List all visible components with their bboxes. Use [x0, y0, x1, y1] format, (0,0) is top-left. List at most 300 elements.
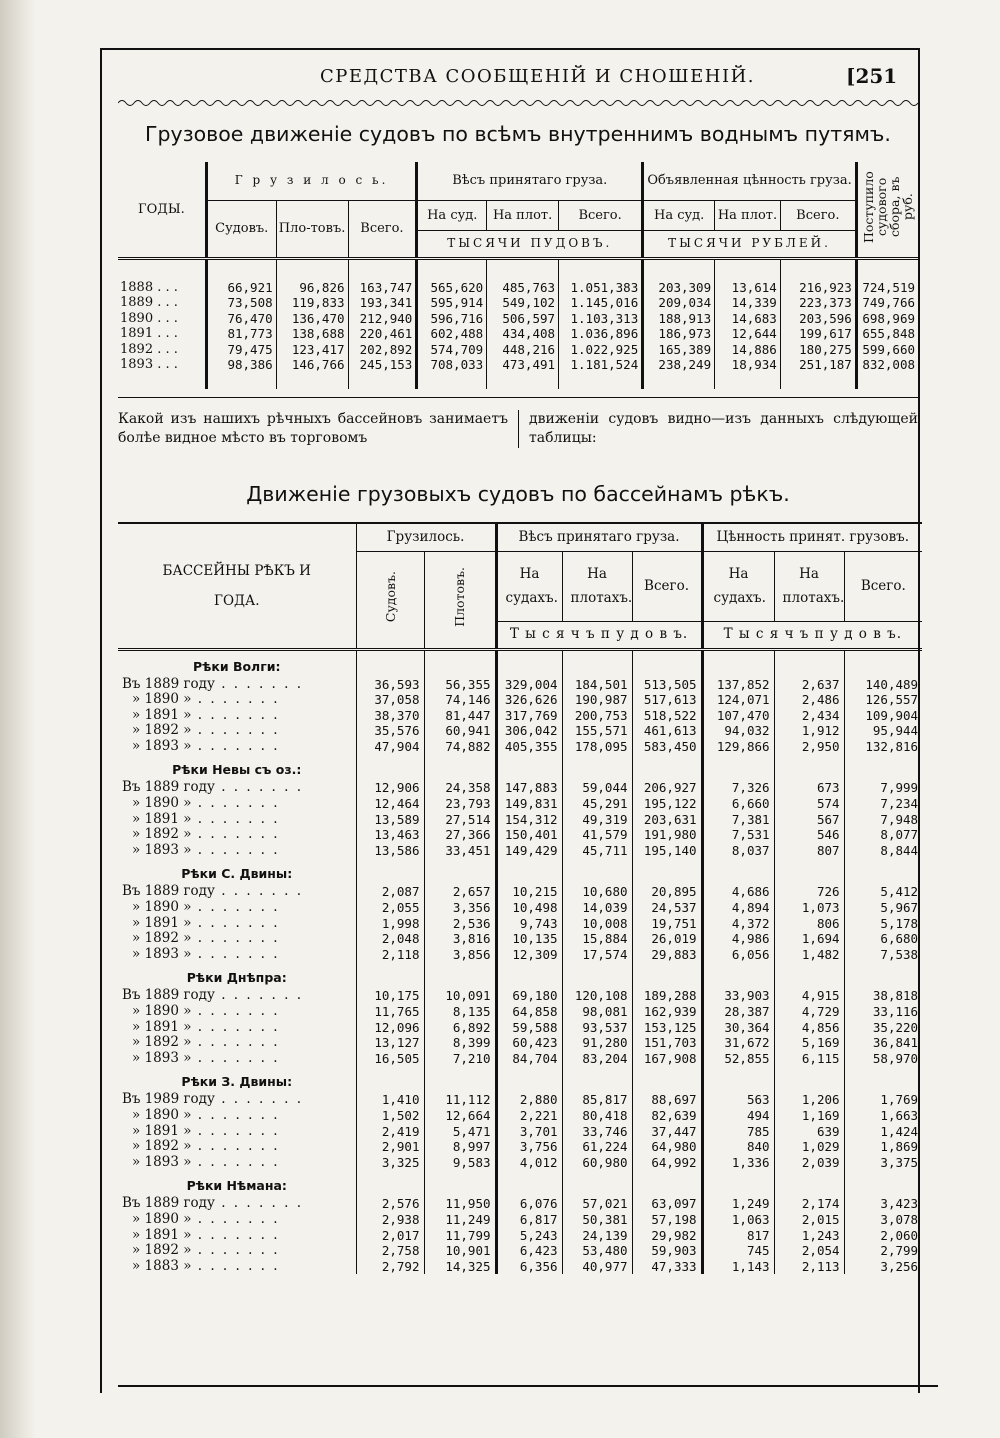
value-cell: 206,927	[632, 780, 702, 796]
table-row	[118, 1155, 922, 1171]
value-cell: 1,206	[774, 1092, 844, 1108]
leader-dots: . . . . . . .	[191, 930, 280, 947]
value-cell: 14,339	[715, 295, 781, 311]
value-cell: 7,234	[844, 796, 922, 812]
year-label: » 1891 »	[132, 1018, 192, 1035]
year-label-cell	[118, 708, 356, 724]
page-binding-shadow	[0, 0, 36, 1438]
value-cell: 1,169	[774, 1108, 844, 1124]
value-cell: 24,358	[424, 780, 496, 796]
empty-cell	[562, 754, 632, 780]
t2-value-total-header: Всего.	[844, 551, 922, 621]
year-label-cell	[118, 692, 356, 708]
table2-title: Движеніе грузовыхъ судовъ по бассейнамъ рѣкъ.	[246, 482, 790, 506]
empty-cell	[844, 1170, 922, 1196]
value-cell: 11,799	[424, 1228, 496, 1244]
value-cell: 1,243	[774, 1228, 844, 1244]
empty-cell	[702, 649, 774, 677]
value-cell: 602,488	[417, 326, 487, 342]
value-cell: 191,980	[632, 827, 702, 843]
value-cell: 45,291	[562, 796, 632, 812]
table-row	[118, 916, 922, 932]
value-cell: 806	[774, 916, 844, 932]
value-cell: 518,522	[632, 708, 702, 724]
value-cell: 15,884	[562, 931, 632, 947]
value-cell: 238,249	[643, 357, 715, 389]
year-label: » 1892 »	[132, 1242, 192, 1259]
table-row	[118, 843, 922, 859]
value-cell: 7,531	[702, 827, 774, 843]
value-cell: 2,434	[774, 708, 844, 724]
leader-dots: . . . . . . .	[191, 841, 280, 858]
table1-title: Грузовое движеніе судовъ по всѣмъ внутреннимъ воднымъ путямъ.	[145, 122, 891, 146]
year-label: » 1890 »	[132, 691, 192, 708]
value-unit-header: ТЫСЯЧИ РУБЛЕЙ.	[643, 230, 857, 258]
value-cell: 473,491	[487, 357, 559, 389]
value-cell: 506,597	[487, 311, 559, 327]
value-cell: 178,095	[562, 739, 632, 755]
value-cell: 58,970	[844, 1051, 922, 1067]
value-cell: 14,886	[715, 342, 781, 358]
value-cell: 1,769	[844, 1092, 922, 1108]
value-cell: 123,417	[276, 342, 348, 358]
year-label-cell	[118, 677, 356, 693]
year-label: » 1892 »	[132, 1034, 192, 1051]
empty-cell	[496, 858, 562, 884]
value-cell: 81,447	[424, 708, 496, 724]
empty-cell	[496, 962, 562, 988]
table-row	[118, 1004, 922, 1020]
table-row	[118, 258, 918, 295]
year-label-cell	[118, 843, 356, 859]
value-cell: 126,557	[844, 692, 922, 708]
value-cell: 6,115	[774, 1051, 844, 1067]
year-label-cell	[118, 1243, 356, 1259]
value-cell: 155,571	[562, 723, 632, 739]
value-cell: 3,078	[844, 1212, 922, 1228]
year-label-cell	[118, 723, 356, 739]
value-cell: 840	[702, 1139, 774, 1155]
value-cell: 81,773	[206, 326, 276, 342]
value-cell: 5,178	[844, 916, 922, 932]
value-cell: 3,325	[356, 1155, 424, 1171]
value-cell: 2,017	[356, 1228, 424, 1244]
value-cell: 138,688	[276, 326, 348, 342]
table-row	[118, 326, 918, 342]
year-label: » 1893 »	[132, 1049, 192, 1066]
value-cell: 33,903	[702, 988, 774, 1004]
value-cell: 10,215	[496, 884, 562, 900]
leader-dots: . . . . . . .	[191, 810, 280, 827]
leader-dots: . . . . . . .	[191, 1122, 280, 1139]
value-cell: 1,424	[844, 1124, 922, 1140]
value-cell: 203,596	[780, 311, 856, 327]
value-cell: 180,275	[780, 342, 856, 358]
empty-cell	[632, 1170, 702, 1196]
value-cell: 216,923	[780, 258, 856, 295]
leader-dots: . . . . . . .	[191, 1210, 280, 1227]
leader-dots: . . . . . . .	[214, 883, 303, 900]
leader-dots: . . . . . . .	[191, 899, 280, 916]
value-cell: 30,364	[702, 1020, 774, 1036]
year-label-cell	[118, 1108, 356, 1124]
table-row	[118, 311, 918, 327]
year-label-cell	[118, 1139, 356, 1155]
value-cell: 2,015	[774, 1212, 844, 1228]
empty-cell	[844, 858, 922, 884]
basin-group-row	[118, 1170, 922, 1196]
t2-loaded-rafts-header	[424, 551, 496, 649]
loaded-rafts-header: Пло-товъ.	[276, 200, 348, 258]
year-label: » 1891 »	[132, 810, 192, 827]
value-cell: 7,999	[844, 780, 922, 796]
value-cell: 124,071	[702, 692, 774, 708]
value-cell: 60,941	[424, 723, 496, 739]
value-cell: 36,841	[844, 1035, 922, 1051]
value-cell: 23,793	[424, 796, 496, 812]
leader-dots: . . . . . . .	[191, 1106, 280, 1123]
leader-dots: . . . . . . .	[191, 795, 280, 812]
year-label-cell	[118, 796, 356, 812]
value-cell: 147,883	[496, 780, 562, 796]
value-cell: 136,470	[276, 311, 348, 327]
value-cell: 1.181,524	[559, 357, 643, 389]
value-cell: 11,765	[356, 1004, 424, 1020]
t2-loaded-rafts-label: Плотовъ.	[452, 567, 467, 627]
value-cell: 2,576	[356, 1196, 424, 1212]
top-rule	[100, 48, 920, 50]
value-cell: 13,586	[356, 843, 424, 859]
basin-group-row	[118, 1066, 922, 1092]
empty-cell	[424, 962, 496, 988]
empty-cell	[774, 962, 844, 988]
value-cell: 3,816	[424, 931, 496, 947]
empty-cell	[496, 1170, 562, 1196]
value-cell: 150,401	[496, 827, 562, 843]
value-cell: 1.022,925	[559, 342, 643, 358]
year-label: Въ 1889 году	[122, 987, 215, 1004]
value-cell: 434,408	[487, 326, 559, 342]
empty-cell	[774, 1170, 844, 1196]
year-label: » 1892 »	[132, 1138, 192, 1155]
value-cell: 639	[774, 1124, 844, 1140]
table-row	[118, 796, 922, 812]
basin-name: Рѣки С. Двины:	[181, 866, 293, 882]
table-row	[118, 1035, 922, 1051]
value-cell: 10,008	[562, 916, 632, 932]
value-cell: 832,008	[856, 357, 918, 389]
value-cell: 29,883	[632, 947, 702, 963]
value-cell: 98,081	[562, 1004, 632, 1020]
table-row	[118, 1196, 922, 1212]
value-cell: 2,637	[774, 677, 844, 693]
intro-text-left: Какой изъ нашихъ рѣчныхъ бассейновъ занимаетъ болѣе видное мѣсто въ торговомъ	[118, 411, 508, 446]
basin-name: Рѣки Волги:	[192, 658, 281, 674]
value-cell: 64,992	[632, 1155, 702, 1171]
value-cell: 698,969	[856, 311, 918, 327]
value-cell: 6,892	[424, 1020, 496, 1036]
value-cell: 7,381	[702, 812, 774, 828]
value-cell: 4,856	[774, 1020, 844, 1036]
value-cell: 8,037	[702, 843, 774, 859]
t2-value-rafts-header: На плотахъ.	[774, 551, 844, 621]
value-cell: 96,826	[276, 258, 348, 295]
value-cell: 2,118	[356, 947, 424, 963]
value-cell: 12,309	[496, 947, 562, 963]
value-cell: 26,019	[632, 931, 702, 947]
year-label-cell	[118, 1155, 356, 1171]
value-cell: 13,127	[356, 1035, 424, 1051]
value-cell: 1,912	[774, 723, 844, 739]
value-cell: 60,980	[562, 1155, 632, 1171]
value-cell: 326,626	[496, 692, 562, 708]
value-cell: 7,538	[844, 947, 922, 963]
value-cell: 5,471	[424, 1124, 496, 1140]
value-cell: 2,419	[356, 1124, 424, 1140]
empty-cell	[562, 962, 632, 988]
wavy-rule	[118, 97, 918, 109]
weight-header: Вѣсъ принятаго груза.	[417, 162, 643, 200]
leader-dots: . . . . . . .	[191, 737, 280, 754]
value-cell: 317,769	[496, 708, 562, 724]
value-cell: 163,747	[348, 258, 417, 295]
value-cell: 149,429	[496, 843, 562, 859]
empty-cell	[562, 1066, 632, 1092]
value-cell: 83,204	[562, 1051, 632, 1067]
value-cell: 2,938	[356, 1212, 424, 1228]
value-cell: 209,034	[643, 295, 715, 311]
basin-name: Рѣки Нѣмана:	[186, 1178, 287, 1194]
empty-cell	[632, 962, 702, 988]
value-cell: 149,831	[496, 796, 562, 812]
value-cell: 1,336	[702, 1155, 774, 1171]
value-cell: 37,058	[356, 692, 424, 708]
value-cell: 186,973	[643, 326, 715, 342]
value-cell: 3,356	[424, 900, 496, 916]
value-cell: 95,944	[844, 723, 922, 739]
basin-name: Рѣки Невы съ оз.:	[172, 762, 302, 778]
year-label-cell	[118, 1196, 356, 1212]
value-cell: 4,729	[774, 1004, 844, 1020]
year-label-cell	[118, 931, 356, 947]
value-ships-header: На суд.	[643, 200, 715, 230]
value-cell: 13,614	[715, 258, 781, 295]
value-cell: 13,589	[356, 812, 424, 828]
year-label-cell	[118, 1051, 356, 1067]
leader-dots: . . . . . . .	[191, 1226, 280, 1243]
year-label: » 1890 »	[132, 1003, 192, 1019]
table-row	[118, 1243, 922, 1259]
value-cell: 2,536	[424, 916, 496, 932]
value-cell: 1,663	[844, 1108, 922, 1124]
value-cell: 14,683	[715, 311, 781, 327]
value-cell: 6,423	[496, 1243, 562, 1259]
value-cell: 549,102	[487, 295, 559, 311]
value-cell: 188,913	[643, 311, 715, 327]
empty-cell	[356, 1066, 424, 1092]
value-cell: 66,921	[206, 258, 276, 295]
year-label: Въ 1889 году	[122, 1195, 215, 1212]
weight-total-header: Всего.	[559, 200, 643, 230]
value-cell: 12,096	[356, 1020, 424, 1036]
value-cell: 1,063	[702, 1212, 774, 1228]
leader-dots: . . . . . . .	[191, 1034, 280, 1051]
table-row	[118, 812, 922, 828]
value-cell: 1,029	[774, 1139, 844, 1155]
value-cell: 5,169	[774, 1035, 844, 1051]
table-row	[118, 295, 918, 311]
basin-group-row	[118, 962, 922, 988]
value-cell: 6,076	[496, 1196, 562, 1212]
value-cell: 57,198	[632, 1212, 702, 1228]
table-row	[118, 1228, 922, 1244]
year-label: » 1891 »	[132, 1122, 192, 1139]
table-row	[118, 692, 922, 708]
value-cell: 59,588	[496, 1020, 562, 1036]
value-cell: 405,355	[496, 739, 562, 755]
value-cell: 24,537	[632, 900, 702, 916]
value-cell: 10,680	[562, 884, 632, 900]
value-cell: 109,904	[844, 708, 922, 724]
value-cell: 724,519	[856, 258, 918, 295]
value-cell: 132,816	[844, 739, 922, 755]
value-cell: 2,039	[774, 1155, 844, 1171]
table-row	[118, 884, 922, 900]
value-total-header: Всего.	[780, 200, 856, 230]
value-cell: 329,004	[496, 677, 562, 693]
value-cell: 94,032	[702, 723, 774, 739]
year-label-cell	[118, 900, 356, 916]
value-cell: 745	[702, 1243, 774, 1259]
value-cell: 2,048	[356, 931, 424, 947]
value-cell: 2,087	[356, 884, 424, 900]
value-cell: 6,660	[702, 796, 774, 812]
year-label: » 1890 »	[132, 795, 192, 812]
leader-dots: . . . . . . .	[191, 722, 280, 739]
value-cell: 3,375	[844, 1155, 922, 1171]
value-cell: 817	[702, 1228, 774, 1244]
empty-cell	[424, 1066, 496, 1092]
value-cell: 64,980	[632, 1139, 702, 1155]
empty-cell	[702, 858, 774, 884]
value-cell: 195,140	[632, 843, 702, 859]
value-cell: 199,617	[780, 326, 856, 342]
value-cell: 1,249	[702, 1196, 774, 1212]
value-cell: 567	[774, 812, 844, 828]
basins-header-label: БАССЕЙНЫ РѢКЪ И ГОДА.	[162, 562, 311, 609]
value-cell: 153,125	[632, 1020, 702, 1036]
value-cell: 98,386	[206, 357, 276, 389]
value-cell: 6,056	[702, 947, 774, 963]
cargo-traffic-table	[118, 162, 918, 389]
empty-cell	[562, 1170, 632, 1196]
value-cell: 673	[774, 780, 844, 796]
empty-cell	[844, 649, 922, 677]
value-cell: 2,901	[356, 1139, 424, 1155]
value-cell: 2,054	[774, 1243, 844, 1259]
t2-loaded-ships-header	[356, 551, 424, 649]
value-cell: 485,763	[487, 258, 559, 295]
value-cell: 4,915	[774, 988, 844, 1004]
year-label: Въ 1889 году	[122, 675, 215, 692]
table-row	[118, 1108, 922, 1124]
value-cell: 12,464	[356, 796, 424, 812]
value-cell: 8,997	[424, 1139, 496, 1155]
value-cell: 10,135	[496, 931, 562, 947]
table-row	[118, 988, 922, 1004]
value-cell: 203,631	[632, 812, 702, 828]
empty-cell	[702, 1170, 774, 1196]
value-cell: 40,977	[562, 1259, 632, 1275]
table1-bottom-rule	[118, 397, 918, 398]
value-cell: 27,514	[424, 812, 496, 828]
value-cell: 574	[774, 796, 844, 812]
table-row	[118, 1139, 922, 1155]
t2-value-ships-header: На судахъ.	[702, 551, 774, 621]
value-cell: 807	[774, 843, 844, 859]
value-cell: 4,372	[702, 916, 774, 932]
value-cell: 4,012	[496, 1155, 562, 1171]
value-cell: 27,366	[424, 827, 496, 843]
value-cell: 1,410	[356, 1092, 424, 1108]
empty-cell	[844, 1066, 922, 1092]
value-cell: 655,848	[856, 326, 918, 342]
year-label-cell	[118, 916, 356, 932]
value-cell: 17,574	[562, 947, 632, 963]
value-cell: 595,914	[417, 295, 487, 311]
value-cell: 8,399	[424, 1035, 496, 1051]
value-cell: 14,039	[562, 900, 632, 916]
value-cell: 10,901	[424, 1243, 496, 1259]
value-cell: 184,501	[562, 677, 632, 693]
value-cell: 8,844	[844, 843, 922, 859]
value-cell: 4,894	[702, 900, 774, 916]
empty-cell	[632, 858, 702, 884]
value-cell: 563	[702, 1092, 774, 1108]
empty-cell	[424, 649, 496, 677]
value-cell: 1,143	[702, 1259, 774, 1275]
basin-traffic-table	[118, 522, 922, 1274]
value-cell: 162,939	[632, 1004, 702, 1020]
value-cell: 165,389	[643, 342, 715, 358]
year-label: » 1893 »	[132, 841, 192, 858]
value-cell: 10,175	[356, 988, 424, 1004]
table-row	[118, 723, 922, 739]
value-cell: 146,766	[276, 357, 348, 389]
value-cell: 1,869	[844, 1139, 922, 1155]
empty-cell	[632, 649, 702, 677]
value-cell: 190,987	[562, 692, 632, 708]
value-cell: 2,055	[356, 900, 424, 916]
year-label: Въ 1889 году	[122, 779, 215, 796]
value-cell: 16,505	[356, 1051, 424, 1067]
value-cell: 494	[702, 1108, 774, 1124]
value-cell: 154,312	[496, 812, 562, 828]
loaded-ships-header: Судовъ.	[206, 200, 276, 258]
value-cell: 3,256	[844, 1259, 922, 1275]
dues-header	[856, 162, 918, 258]
value-cell: 195,122	[632, 796, 702, 812]
value-cell: 82,639	[632, 1108, 702, 1124]
table-row	[118, 1259, 922, 1275]
year-label: Въ 1889 году	[122, 883, 215, 900]
year-cell: 1889 . . .	[120, 295, 178, 311]
value-cell: 5,412	[844, 884, 922, 900]
value-cell: 1.051,383	[559, 258, 643, 295]
value-cell: 785	[702, 1124, 774, 1140]
value-cell: 448,216	[487, 342, 559, 358]
empty-cell	[496, 754, 562, 780]
